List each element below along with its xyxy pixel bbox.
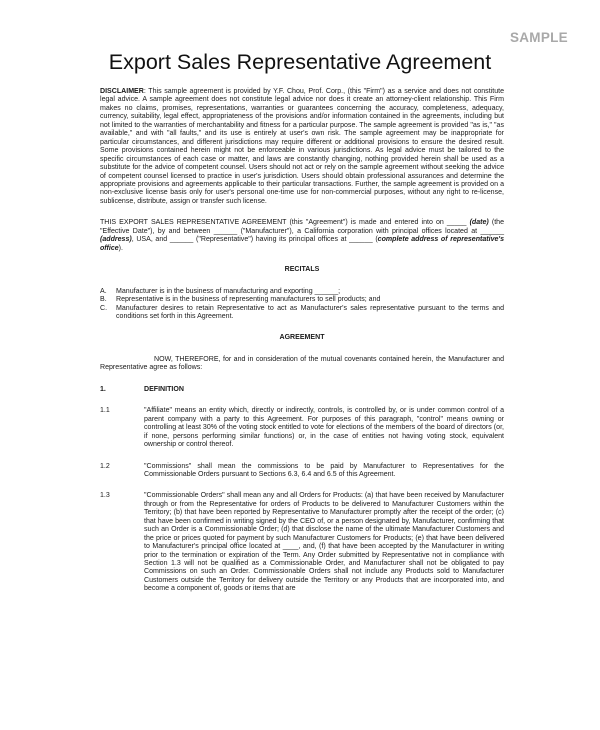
recital-label: C. [100,304,108,312]
intro-office-placeholder: complete address of representative's office [100,236,505,252]
section-title: DEFINITION [144,385,184,393]
section-heading [100,386,504,394]
recital-label: A. [100,287,107,295]
intro-date-placeholder: (date) [469,219,489,227]
disclaimer-text: : This sample agreement is provided by Y.F. Chou, Prof. Corp., (this "Firm") as a service and does not constitute legal advice. A sample agreement does not constitute legal advice nor does it create an attorney-client relationship. This Firm makes no claims, promises, representations, warranties or guarantees concerning the accuracy, completeness, adequacy, currency, suitability, legal effect, appropriateness of the provisions and/or information contained in the agreements, including but not limited to the warranties of merchantability and fitness for a particular purpose. The sample agreement is provided "as is," "as available," and with "all faults," and its use is entirely at user's own risk. The sample agreement may be inappropriate for particular circumstances, and different jurisdictions may require different or additional provisions to ensure the desired result. Some provisions contained herein might not be enforceable in various jurisdictions. As legal advice must be tailored to the specific circumstances of each case or matter, and laws are constantly changing, nothing provided herein shall be used as a substitute for the advice of competent counsel. Users should not act or rely on the sample agreement without seeking the advice of competent counsel licensed to practice in user's jurisdiction. Users should obtain professional assurances and determine the appropriate provisions and agreements applicable to their particular transactions. Further, the sample agreement is provided on a non-exclusive license basis only for user's personal one-time use for non-commercial purposes, without any right to re-license, sublicense, distribute, assign or transfer such license. [100,88,504,205]
agreement-preamble: NOW, THEREFORE, for and in consideration of the mutual covenants contained herein, the Manufacturer and Representative agree as follows: [100,355,504,372]
recital-text: Manufacturer desires to retain Representative to act as Manufacturer's sales representative pursuant to the terms and conditions set forth in this Agreement. [116,304,504,320]
intro-text-4: ). [118,244,123,252]
intro-text-2: (the "Effective Date"), by and between ______ ("Manufacturer"), a California corporation with principal offices located at ______ [100,219,504,235]
intro-paragraph [100,219,504,253]
definition-item [100,463,504,480]
intro-text-1: THIS EXPORT SALES REPRESENTATIVE AGREEMENT (this "Agreement") is made and entered into on _____ [100,219,470,227]
intro-text-3: , USA, and ______ ("Representative") having its principal offices at ______ ( [131,236,378,244]
recital-item [100,296,504,304]
section-number: 1. [100,385,106,393]
document-body [100,88,504,594]
recital-text: Manufacturer is in the business of manufacturing and exporting ______; [116,287,341,295]
document-title: Export Sales Representative Agreement [108,50,492,74]
intro-address-placeholder: (address) [100,236,132,244]
definition-text: "Commissions" shall mean the commissions to be paid by Manufacturer to Representatives for the Commissionable Orders pursuant to Sections 6.3, 6.4 and 6.5 of this Agreement. [144,462,504,478]
recital-label: B. [100,296,107,304]
recitals-heading: RECITALS [284,266,320,274]
definition-text: "Affiliate" means an entity which, directly or indirectly, controls, is controlled by, or is under common control of a parent company with a party to this Agreement. For purposes of this paragraph, "control" means owning or controlling at least 30% of the voting stock entitled to vote for elections of the members of the board of directors (or, if none, persons performing similar functions) or, in the case of entities not having voting stock, equivalent ownership or control thereof. [144,407,504,449]
recital-text: Representative is in the business of representing manufacturers to sell products; and [116,296,381,304]
disclaimer-paragraph [100,88,504,206]
definition-number: 1.2 [100,462,110,470]
recital-item [100,288,504,296]
definition-item [100,492,504,593]
recital-item [100,305,504,322]
definition-text: "Commissionable Orders" shall mean any and all Orders for Products: (a) that have been received by Manufacturer through or from the Representative for orders of Products to be delivered to Manufacturer Customers within the Territory; (b) that have been reported by Representative to Manufacturer promptly after the receipt of the order; (c) that have been confirmed in writing signed by the CEO of, or a person designated by, Manufacturer, confirming that such an Order is a Commissionable Order; (d) that disclose the name of the ultimate Manufacturer Customers and the price or prices quoted for payment by such Manufacturer Customers for Products; (e) that have been delivered to Manufacturer's principal office located at ____, and, (f) that have been accepted by the Manufacturer in writing prior to the termination or expiration of the Term. Any Order submitted by Representative not in compliance with Section 1.3 will not be qualified as a Commissionable Order, and Manufacturer shall not be obligated to pay Commissions on such an Order. Commissionable Orders shall not include any Products sold to Manufacturer Customers outside the Territory for delivery outside the Territory or any Products that are incorporated into, and become a component of, goods or items that are [144,492,504,593]
sample-watermark: SAMPLE [509,30,568,45]
definition-number: 1.1 [100,407,110,415]
definition-number: 1.3 [100,492,110,500]
disclaimer-label: DISCLAIMER [100,88,144,95]
agreement-heading: AGREEMENT [279,334,325,342]
definition-item [100,407,504,449]
